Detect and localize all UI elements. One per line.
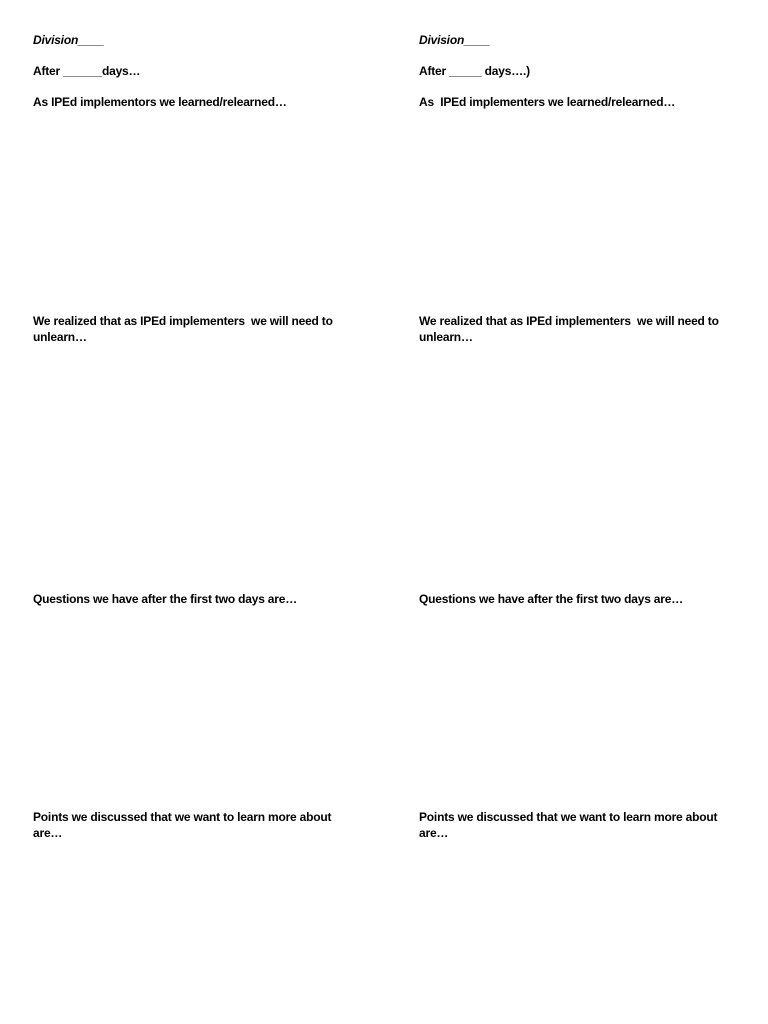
unlearn-prompt: We realized that as IPEd implementers we will need to unlearn… bbox=[419, 314, 722, 344]
learned-prompt: As IPEd implementers we learned/relearned… bbox=[419, 95, 676, 109]
questions-prompt: Questions we have after the first two days are… bbox=[419, 592, 684, 606]
division-label: Division____ bbox=[33, 33, 104, 47]
right-reflection-card bbox=[419, 0, 739, 1024]
points-prompt: Points we discussed that we want to learn more about are… bbox=[33, 810, 335, 840]
after-days-label: After ______days… bbox=[33, 64, 141, 78]
points-prompt: Points we discussed that we want to learn more about are… bbox=[419, 810, 721, 840]
division-label: Division____ bbox=[419, 33, 490, 47]
after-days-label: After _____ days….) bbox=[419, 64, 530, 78]
unlearn-prompt: We realized that as IPEd implementers we will need to unlearn… bbox=[33, 314, 336, 344]
left-reflection-card bbox=[33, 0, 353, 1024]
questions-prompt: Questions we have after the first two days are… bbox=[33, 592, 298, 606]
learned-prompt: As IPEd implementors we learned/relearned… bbox=[33, 95, 287, 109]
